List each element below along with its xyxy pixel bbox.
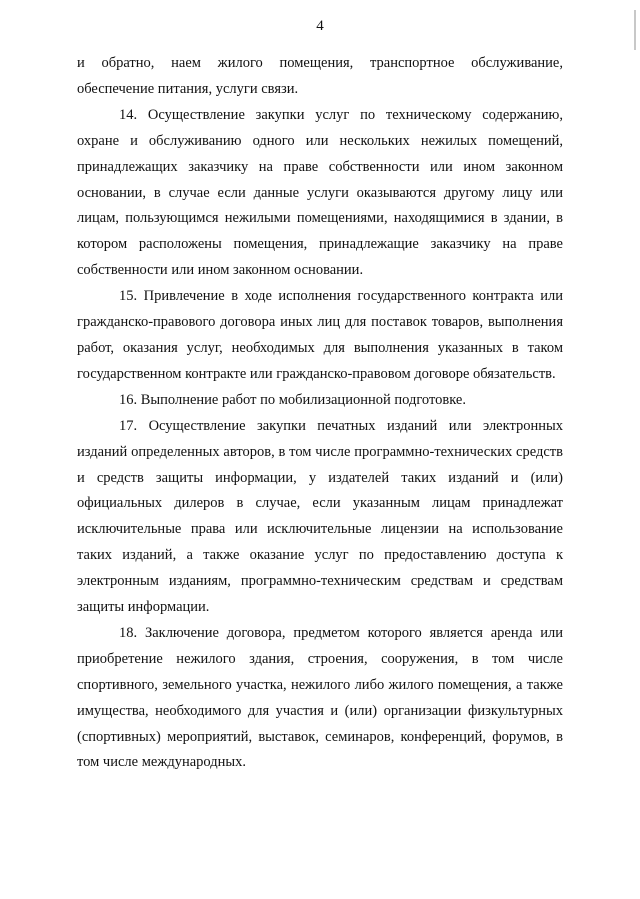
document-body	[77, 51, 563, 776]
page-number: 4	[316, 18, 324, 34]
paragraph-continuation: и обратно, наем жилого помещения, транспортное обслуживание, обеспечение питания, услуги связи.	[77, 55, 563, 97]
paragraph-item-15: 15. Привлечение в ходе исполнения государственного контракта или гражданско-правового договора иных лиц для поставок товаров, выполнения работ, оказания услуг, необходимых для выполнения указанных в таком государственном контракте или гражданско-правовом договоре обязательств.	[77, 288, 563, 382]
paragraph-item-17: 17. Осуществление закупки печатных изданий или электронных изданий определенных авторов, в том числе программно-технических средств и средств защиты информации, у издателей таких изданий и (или) официальных дилеров в случае, если указанным лицам принадлежат исключительные права или исключительные лицензии на использование таких изданий, а также оказание услуг по предоставлению доступа к электронным изданиям, программно-техническим средствам и средствам защиты информации.	[77, 417, 563, 616]
paragraph-item-18: 18. Заключение договора, предметом которого является аренда или приобретение нежилого здания, строения, сооружения, в том числе спортивного, земельного участка, нежилого либо жилого помещения, а также имущества, необходимого для участия и (или) организации физкультурных (спортивных) мероприятий, выставок, семинаров, конференций, форумов, в том числе международных.	[77, 624, 563, 771]
paragraph-item-16: 16. Выполнение работ по мобилизационной подготовке.	[119, 391, 466, 408]
paragraph-item-14: 14. Осуществление закупки услуг по техническому содержанию, охране и обслуживанию одного или нескольких нежилых помещений, принадлежащих заказчику на праве собственности или ином законном основании, в случае если данные услуги оказываются другому лицу или лицам, пользующимся нежилыми помещениями, находящимися в здании, в котором расположены помещения, принадлежащие заказчику на праве собственности или ином законном основании.	[77, 106, 563, 279]
